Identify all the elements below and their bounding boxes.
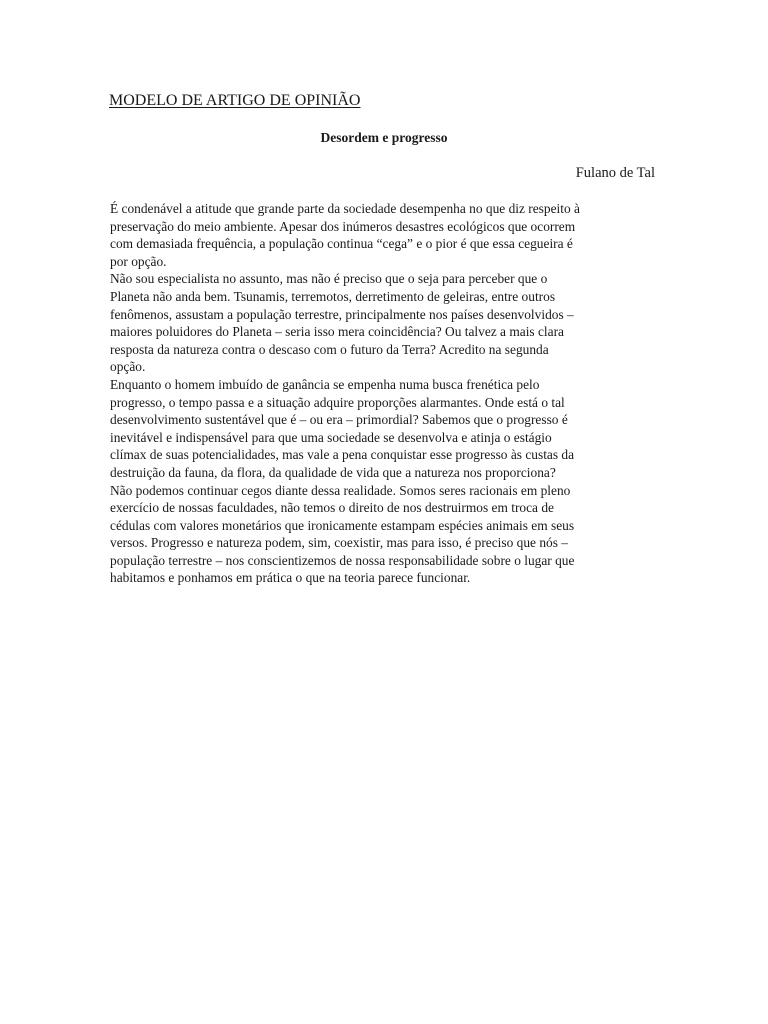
body-line: resposta da natureza contra o descaso com o futuro da Terra? Acredito na segunda	[110, 341, 549, 357]
body-line: com demasiada frequência, a população continua “cega” e o pior é que essa cegueira é	[110, 236, 573, 252]
body-line: fenômenos, assustam a população terrestre, principalmente nos países desenvolvidos –	[110, 306, 574, 322]
article-title: Desordem e progresso	[320, 130, 448, 145]
body-line: exercício de nossas faculdades, não temos o direito de nos destruirmos em troca de	[110, 500, 554, 516]
body-line: destruição da fauna, da flora, da qualidade de vida que a natureza nos proporciona?	[110, 464, 556, 480]
body-line: versos. Progresso e natureza podem, sim, coexistir, mas para isso, é preciso que nós –	[110, 535, 568, 551]
body-line: Não podemos continuar cegos diante dessa realidade. Somos seres racionais em pleno	[110, 482, 571, 498]
article-author: Fulano de Tal	[575, 165, 655, 181]
body-line: Não sou especialista no assunto, mas não é preciso que o seja para perceber que o	[110, 271, 548, 287]
body-line: maiores poluidores do Planeta – seria isso mera coincidência? Ou talvez a mais clara	[110, 324, 564, 340]
body-line: preservação do meio ambiente. Apesar dos inúmeros desastres ecológicos que ocorrem	[110, 218, 576, 234]
body-line: É condenável a atitude que grande parte da sociedade desempenha no que diz respeito à	[110, 201, 580, 216]
article-body	[110, 200, 655, 587]
body-line: habitamos e ponhamos em prática o que na teoria parece funcionar.	[110, 570, 471, 586]
body-line: opção.	[110, 359, 146, 375]
body-line: Enquanto o homem imbuído de ganância se empenha numa busca frenética pelo	[110, 376, 540, 392]
body-line: progresso, o tempo passa e a situação adquire proporções alarmantes. Onde está o tal	[110, 394, 565, 410]
body-line: desenvolvimento sustentável que é – ou era – primordial? Sabemos que o progresso é	[110, 412, 568, 428]
body-line: por opção.	[110, 253, 167, 269]
body-line: clímax de suas potencialidades, mas vale a pena conquistar esse progresso às custas da	[110, 447, 575, 463]
body-line: população terrestre – nos conscientizemos de nossa responsabilidade sobre o lugar que	[110, 552, 575, 568]
body-line: inevitável e indispensável para que uma sociedade se desenvolva e atinja o estágio	[110, 429, 552, 445]
document-heading: MODELO DE ARTIGO DE OPINIÃO	[109, 92, 361, 109]
body-line: cédulas com valores monetários que ironicamente estampam espécies animais em seus	[110, 517, 575, 533]
body-line: Planeta não anda bem. Tsunamis, terremotos, derretimento de geleiras, entre outros	[110, 288, 556, 304]
